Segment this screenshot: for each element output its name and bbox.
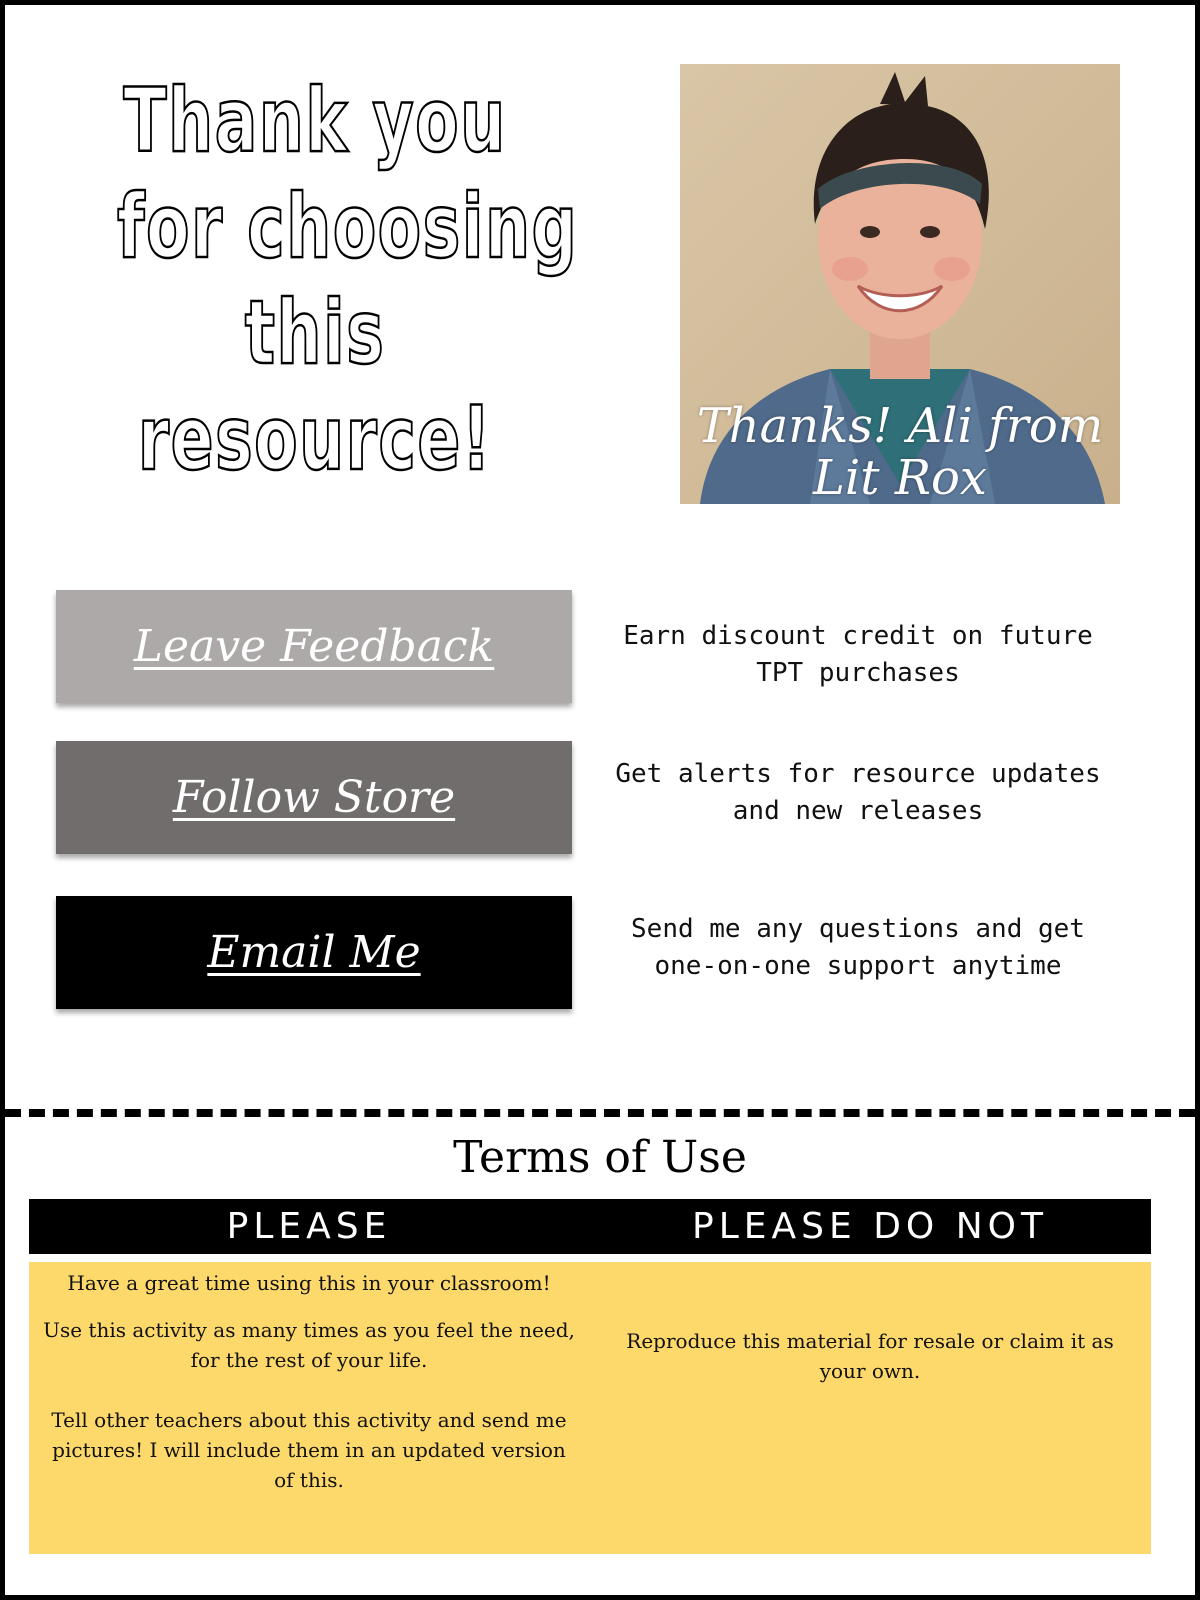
title-line-1: Thank you — [123, 69, 507, 172]
terms-body — [29, 1262, 1151, 1554]
terms-title: Terms of Use — [453, 1132, 747, 1183]
leave-feedback-description: Earn discount credit on future TPT purchases — [623, 621, 1093, 688]
dashed-divider — [5, 1109, 1195, 1117]
follow-store-label: Follow Store — [172, 772, 456, 823]
please-item: Use this activity as many times as you feel the need, for the rest of your life. — [43, 1318, 575, 1372]
please-do-not-column — [589, 1262, 1151, 1554]
please-header: PLEASE — [226, 1206, 392, 1247]
follow-store-description: Get alerts for resource updates and new releases — [615, 759, 1101, 826]
please-column — [29, 1262, 589, 1554]
leave-feedback-label: Leave Feedback — [133, 621, 495, 672]
please-do-not-header: PLEASE DO NOT — [692, 1206, 1048, 1247]
author-photo — [680, 64, 1120, 504]
photo-caption — [680, 400, 1120, 504]
title-line-2: for choosing — [116, 175, 579, 278]
email-me-button[interactable] — [56, 896, 572, 1009]
title-line-3: this — [244, 281, 386, 384]
leave-feedback-button[interactable] — [56, 590, 572, 703]
thank-you-title — [40, 68, 590, 492]
follow-store-button[interactable] — [56, 741, 572, 854]
email-me-label: Email Me — [207, 927, 421, 978]
please-do-not-item: Reproduce this material for resale or claim it as your own. — [626, 1329, 1114, 1383]
please-item: Tell other teachers about this activity and send me pictures! I will include them in an updated version of this. — [51, 1408, 567, 1492]
photo-caption-line-2: Lit Rox — [813, 450, 987, 504]
terms-header-bar — [29, 1199, 1151, 1254]
title-line-4: resource! — [137, 387, 493, 490]
photo-caption-line-1: Thanks! Ali from — [696, 398, 1104, 454]
email-me-description: Send me any questions and get one-on-one support anytime — [631, 914, 1085, 981]
please-item: Have a great time using this in your classroom! — [67, 1271, 551, 1295]
